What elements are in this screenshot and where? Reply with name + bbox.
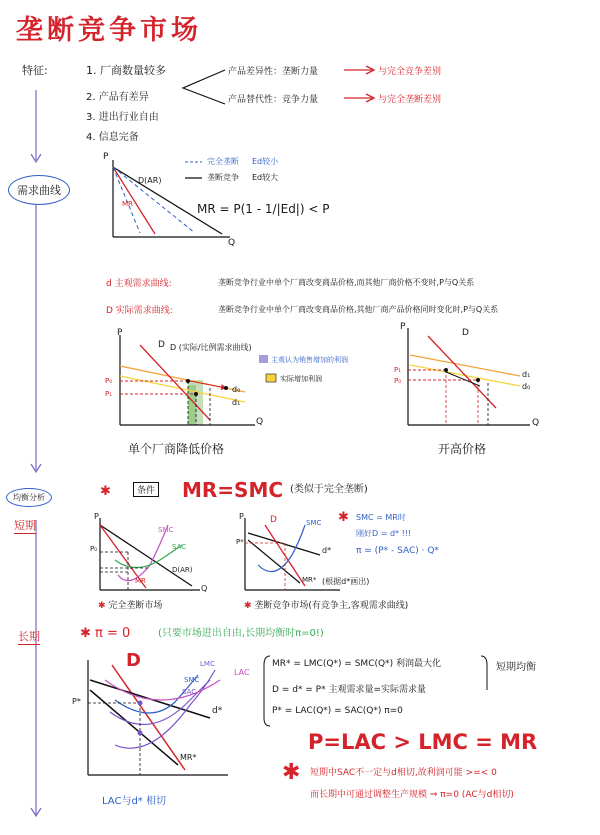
lr-label-mrstar: MR*: [180, 753, 197, 762]
lr-label-lmc: LMC: [200, 660, 215, 668]
branch-product-difference: 产品差异性：垄断力量: [228, 67, 319, 77]
g2-caption: 开高价格: [438, 442, 487, 456]
g1-note-D: D (实际/比例需求曲线): [170, 343, 252, 352]
short-run-heading: 短期: [14, 519, 36, 532]
mr-formula: MR = P(1 - 1/|Ed|) < P: [197, 202, 330, 216]
g2-label-D: D: [462, 328, 469, 338]
actual-demand-text: 垄断竞争行业中单个厂商改变商品价格,其他厂商产品价格同时变化时,P与Q关系: [218, 305, 499, 314]
long-run-heading: 长期: [18, 630, 40, 643]
sr-notes-star: ✱: [338, 510, 349, 525]
sr2-axis-p: P: [239, 512, 244, 521]
g1-legend-yellow: 实际增加利润: [280, 375, 322, 383]
feature-item-2: 2. 产品有差异: [86, 92, 149, 103]
g1-label-p0: P₀: [105, 377, 113, 385]
lr-note-1: 短期中SAC不一定与d相切,故利润可能 >=< 0: [310, 768, 497, 778]
lr-bracket-label: 短期均衡: [496, 662, 536, 673]
lr-label-lac: LAC: [234, 668, 250, 677]
lr-label-smc: SMC: [184, 676, 200, 684]
lr-result: P=LAC > LMC = MR: [308, 730, 538, 754]
lr-condition-2: D = d* = P* 主观需求量=实际需求量: [272, 685, 426, 695]
g1-legend-green: 主观认为销售增加的利润: [271, 356, 348, 364]
demand-axis-p: P: [103, 152, 109, 162]
legend-monopoly: 完全垄断: [207, 157, 239, 166]
long-run-pi: ✱ π = 0: [80, 626, 131, 641]
sr2-label-smc: SMC: [306, 519, 322, 527]
sr2-label-mrstar: MR*: [302, 576, 317, 584]
legend-monopoly-ed: Ed较小: [252, 157, 279, 166]
sr1-axis-p: P: [94, 512, 99, 521]
g2-axis-q: Q: [532, 418, 540, 428]
sr1-axis-q: Q: [201, 584, 208, 593]
short-run-condition: MR=SMC: [182, 478, 284, 502]
demand-curve-heading: 需求曲线: [8, 175, 70, 205]
short-run-condition-note: (类似于完全垄断): [290, 484, 368, 495]
lr-caption: LAC与d* 相切: [102, 796, 166, 807]
g2-axis-p: P: [400, 322, 406, 332]
branch-result-1: 与完全竞争差别: [378, 67, 442, 77]
lr-label-dstar: d*: [212, 706, 223, 716]
legend-monop-comp: 垄断竞争: [207, 173, 239, 182]
g1-label-d1: d₁: [232, 398, 241, 407]
g1-caption: 单个厂商降低价格: [128, 442, 225, 456]
g2-label-p1: P₁: [394, 366, 402, 374]
g1-label-D: D: [158, 340, 165, 350]
equilibrium-heading: 均衡分析: [6, 488, 52, 507]
demand-axis-q: Q: [228, 238, 236, 248]
feature-item-3: 3. 进出行业自由: [86, 112, 159, 123]
sr1-label-dar: D(AR): [172, 566, 193, 574]
branch-product-substitute: 产品替代性：竞争力量: [228, 95, 319, 105]
g1-axis-q: Q: [256, 417, 264, 427]
g1-axis-p: P: [117, 328, 123, 338]
sr-note-2: 刚好D = d* !!!: [356, 529, 412, 538]
lr-condition-3: P* = LAC(Q*) = SAC(Q*) π=0: [272, 706, 403, 716]
sr-note-1: SMC = MR时: [356, 513, 406, 522]
lr-notes-star: ✱: [282, 760, 301, 785]
sr1-label-smc: SMC: [158, 526, 174, 534]
short-run-star: ✱: [100, 484, 111, 499]
sr2-label-pstar: P*: [236, 538, 244, 546]
subjective-demand-label: d 主观需求曲线:: [106, 279, 172, 289]
condition-box: 条件: [133, 482, 159, 497]
sr1-caption: ✱ 完全垄断市场: [98, 601, 163, 611]
feature-item-4: 4. 信息完备: [86, 132, 139, 143]
feature-item-1: 1. 厂商数量较多: [86, 64, 166, 77]
g2-label-d1: d₁: [522, 370, 531, 379]
sr-note-3: π = (P* - SAC) · Q*: [356, 546, 439, 556]
branch-result-2: 与完全垄断差别: [378, 95, 442, 105]
lr-label-sac: SAC: [182, 688, 197, 696]
lr-condition-1: MR* = LMC(Q*) = SMC(Q*) 利润最大化: [272, 659, 441, 669]
sr2-caption: ✱ 垄断竞争市场(有竞争主,客观需求曲线): [244, 601, 409, 611]
g1-label-p1: P₁: [105, 390, 113, 398]
sr2-label-D: D: [270, 515, 277, 525]
sr2-label-dstar: d*: [322, 546, 332, 555]
subjective-demand-text: 垄断竞争行业中单个厂商改变商品价格,而其他厂商价格不变时,P与Q关系: [218, 278, 475, 287]
lr-note-2: 而长期中可通过调整生产规模 ⇒ π=0 (AC与d相切): [310, 790, 514, 800]
long-run-pi-note: (只要市场进出自由,长期均衡时π=0!): [158, 628, 324, 639]
lr-label-pstar: P*: [72, 697, 81, 706]
page-title: 垄断竞争市场: [16, 15, 202, 46]
g1-label-d0: d₀: [232, 385, 241, 394]
sr1-label-mr: MR: [135, 577, 146, 585]
sr2-note-dstar: (根据d*画出): [322, 577, 370, 586]
demand-label-mr: MR: [122, 200, 133, 208]
sr1-label-p0: P₀: [90, 545, 98, 553]
legend-monop-comp-ed: Ed较大: [252, 173, 279, 182]
features-label: 特征:: [22, 64, 48, 77]
demand-label-dar: D(AR): [138, 176, 162, 185]
g2-label-d0: d₀: [522, 382, 531, 391]
actual-demand-label: D 实际需求曲线:: [106, 306, 173, 316]
lr-label-D: D: [126, 650, 141, 671]
g2-label-p0: P₀: [394, 377, 402, 385]
sr1-label-sac: SAC: [172, 543, 187, 551]
